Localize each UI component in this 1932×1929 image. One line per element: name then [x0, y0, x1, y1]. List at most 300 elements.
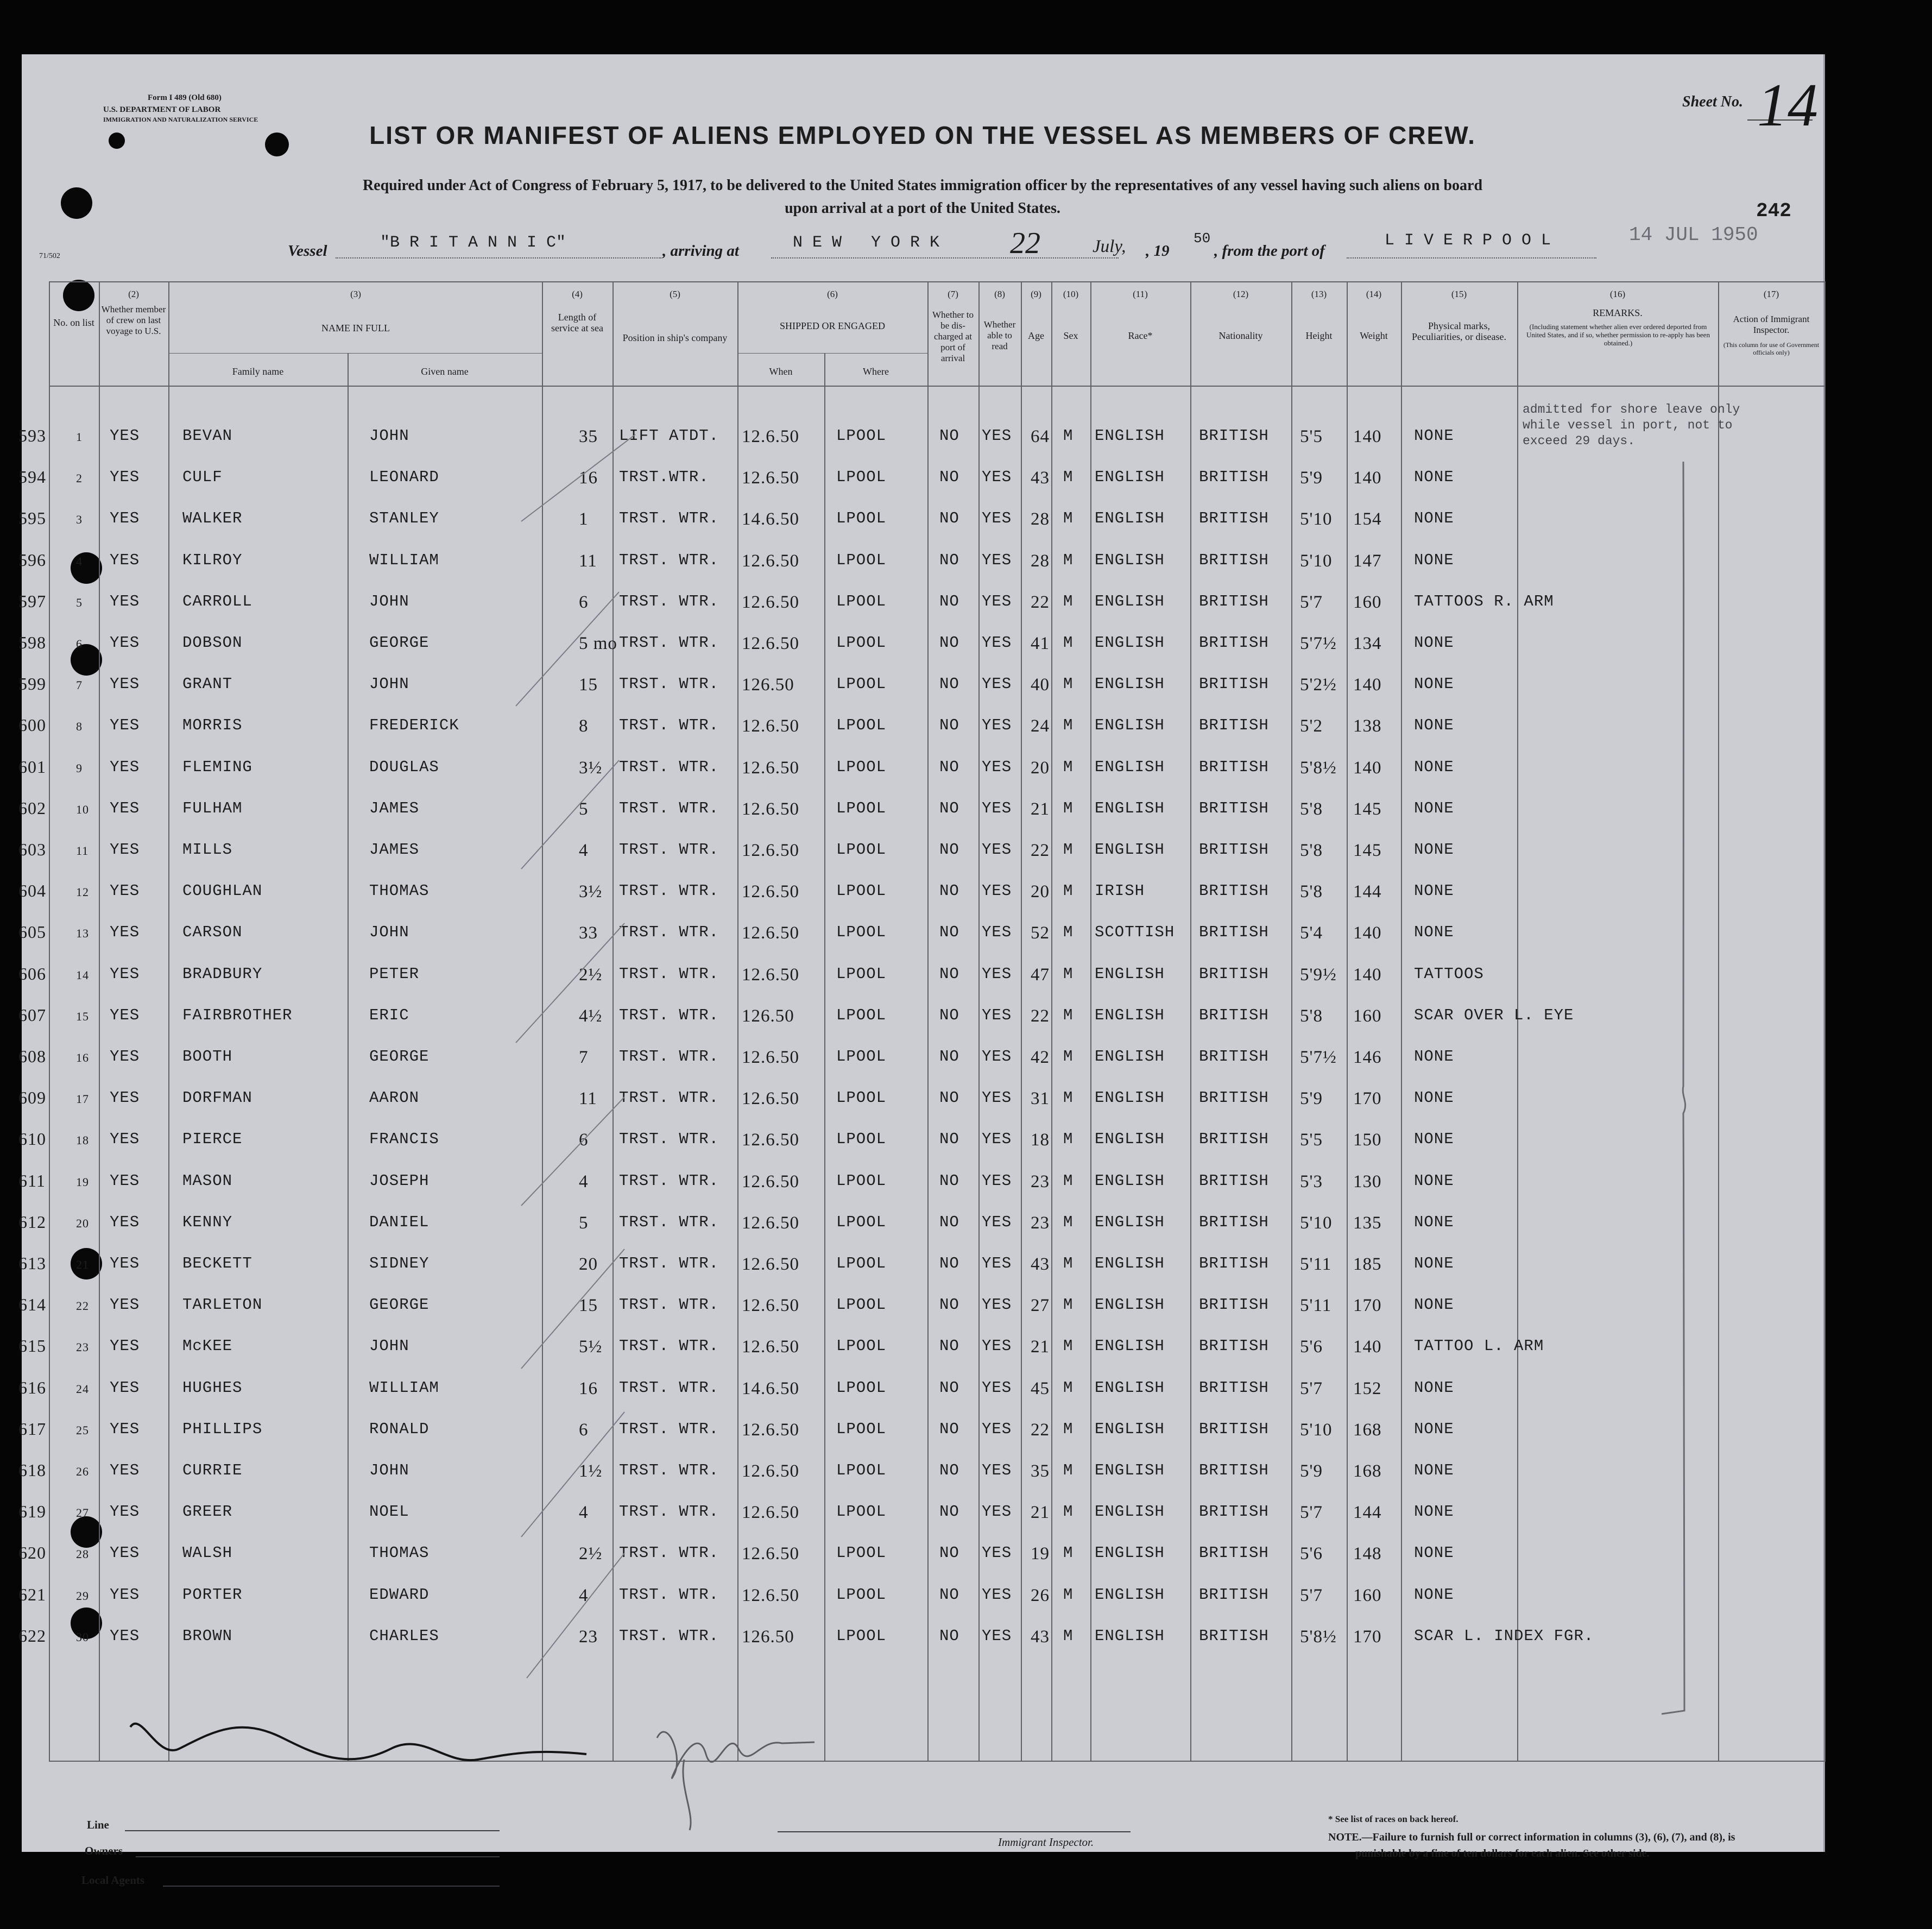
weight: 148	[1353, 1544, 1382, 1564]
family-name: PHILLIPS	[182, 1420, 263, 1438]
height: 5'11	[1300, 1255, 1332, 1274]
table-row	[18, 1045, 1823, 1078]
able-to-read: YES	[982, 1130, 1012, 1148]
service-length: 11	[579, 1089, 597, 1108]
physical-marks: SCAR OVER L. EYE	[1414, 1006, 1574, 1024]
shipped-where: LPOOL	[836, 634, 887, 652]
sex: M	[1063, 1379, 1074, 1397]
service-length: 23	[579, 1627, 598, 1647]
physical-marks: NONE	[1414, 1048, 1454, 1066]
list-number: 29	[76, 1589, 89, 1603]
table-row	[18, 425, 1823, 457]
age: 28	[1031, 551, 1050, 571]
nationality: BRITISH	[1199, 427, 1269, 445]
sex: M	[1063, 468, 1074, 486]
list-number: 17	[76, 1092, 89, 1106]
crew-last-voyage: YES	[110, 923, 140, 941]
age: 43	[1031, 1627, 1050, 1647]
list-reference-number: 604	[18, 881, 46, 900]
list-number: 13	[76, 926, 89, 940]
shipped-where: LPOOL	[836, 716, 887, 734]
service-length: 8	[579, 716, 589, 736]
weight: 168	[1353, 1420, 1382, 1440]
able-to-read: YES	[982, 1544, 1012, 1562]
col-7-header: Whether to be dis-charged at port of arrival	[932, 310, 974, 363]
discharged: NO	[939, 1420, 959, 1438]
list-reference-number: 616	[18, 1378, 46, 1397]
service-length: 2½	[579, 1544, 603, 1564]
age: 21	[1031, 799, 1050, 819]
col-6-where-header: Where	[863, 366, 889, 377]
shipped-where: LPOOL	[836, 799, 887, 817]
list-reference-number: 607	[18, 1005, 46, 1025]
race: ENGLISH	[1095, 1130, 1165, 1148]
col-8-header: Whether able to read	[983, 319, 1016, 351]
col-2-header: Whether member of crew on last voyage to U.S.	[101, 304, 166, 336]
age: 22	[1031, 592, 1050, 612]
list-reference-number: 597	[18, 591, 46, 611]
weight: 144	[1353, 882, 1382, 902]
weight: 170	[1353, 1296, 1382, 1315]
given-name: JOSEPH	[369, 1172, 430, 1190]
sex: M	[1063, 592, 1074, 610]
table-row	[18, 1501, 1823, 1533]
nationality: BRITISH	[1199, 716, 1269, 734]
position: TRST. WTR.	[619, 923, 719, 941]
able-to-read: YES	[982, 1089, 1012, 1107]
height: 5'7½	[1300, 634, 1337, 653]
col-17-number: (17)	[1763, 289, 1779, 299]
able-to-read: YES	[982, 923, 1012, 941]
height: 5'8	[1300, 841, 1323, 860]
crew-last-voyage: YES	[110, 592, 140, 610]
physical-marks: SCAR L. INDEX FGR.	[1414, 1627, 1594, 1645]
family-name: TARLETON	[182, 1296, 263, 1314]
table-row	[18, 963, 1823, 995]
shipped-when: 12.6.50	[742, 1213, 799, 1233]
sex: M	[1063, 1586, 1074, 1604]
nationality: BRITISH	[1199, 1296, 1269, 1314]
col-border	[1824, 281, 1826, 1762]
race: ENGLISH	[1095, 799, 1165, 817]
shipped-where: LPOOL	[836, 1461, 887, 1479]
physical-marks: NONE	[1414, 1172, 1454, 1190]
discharged: NO	[939, 1461, 959, 1479]
service-length: 6	[579, 1130, 589, 1150]
age: 31	[1031, 1089, 1050, 1108]
weight: 140	[1353, 427, 1382, 446]
shipped-when: 12.6.50	[742, 716, 799, 736]
list-number: 23	[76, 1340, 89, 1354]
shipped-where: LPOOL	[836, 427, 887, 445]
stamp-number: 242	[1756, 200, 1791, 222]
discharged: NO	[939, 509, 959, 527]
sex: M	[1063, 799, 1074, 817]
physical-marks: TATTOOS R. ARM	[1414, 592, 1554, 610]
position: TRST. WTR.	[619, 1048, 719, 1066]
race: ENGLISH	[1095, 1255, 1165, 1272]
crew-last-voyage: YES	[110, 882, 140, 900]
given-name: JOHN	[369, 427, 409, 445]
height: 5'8	[1300, 799, 1323, 819]
inspector-label: Immigrant Inspector.	[998, 1836, 1094, 1849]
owners-underline	[136, 1856, 500, 1857]
list-reference-number: 601	[18, 757, 46, 777]
nationality: BRITISH	[1199, 1586, 1269, 1604]
given-name: JAMES	[369, 799, 420, 817]
able-to-read: YES	[982, 841, 1012, 859]
position: TRST. WTR.	[619, 1006, 719, 1024]
nationality: BRITISH	[1199, 1089, 1269, 1107]
family-name: FAIRBROTHER	[182, 1006, 293, 1024]
height: 5'5	[1300, 1130, 1323, 1150]
nationality: BRITISH	[1199, 1461, 1269, 1479]
crew-last-voyage: YES	[110, 1337, 140, 1355]
given-name: AARON	[369, 1089, 420, 1107]
age: 43	[1031, 1255, 1050, 1274]
shipped-where: LPOOL	[836, 551, 887, 569]
family-name: COUGHLAN	[182, 882, 263, 900]
list-number: 1	[76, 430, 83, 444]
list-reference-number: 606	[18, 964, 46, 984]
list-reference-number: 618	[18, 1460, 46, 1480]
position: TRST. WTR.	[619, 1379, 719, 1397]
arriving-label: , arriving at	[662, 242, 739, 260]
list-reference-number: 593	[18, 426, 46, 445]
position: TRST. WTR.	[619, 1296, 719, 1314]
able-to-read: YES	[982, 1296, 1012, 1314]
list-reference-number: 608	[18, 1047, 46, 1066]
sex: M	[1063, 758, 1074, 776]
given-name: LEONARD	[369, 468, 439, 486]
age: 23	[1031, 1172, 1050, 1192]
form-number: Form I 489 (Old 680)	[148, 93, 222, 102]
manifest-title: LIST OR MANIFEST OF ALIENS EMPLOYED ON THE VESSEL AS MEMBERS OF CREW.	[369, 121, 1476, 149]
physical-marks: NONE	[1414, 1130, 1454, 1148]
weight: 152	[1353, 1379, 1382, 1398]
table-row	[18, 1128, 1823, 1161]
weight: 168	[1353, 1461, 1382, 1481]
service: IMMIGRATION AND NATURALIZATION SERVICE	[103, 116, 258, 123]
service-length: 5 mo	[579, 634, 617, 653]
weight: 170	[1353, 1089, 1382, 1108]
subtitle-line-1: Required under Act of Congress of February 5, 1917, to be delivered to the United States immigration officer by the representatives of any vessel having such aliens on board	[362, 177, 1483, 194]
race: ENGLISH	[1095, 1420, 1165, 1438]
race: ENGLISH	[1095, 716, 1165, 734]
crew-last-voyage: YES	[110, 1544, 140, 1562]
discharged: NO	[939, 1130, 959, 1148]
nationality: BRITISH	[1199, 1544, 1269, 1562]
list-number: 25	[76, 1423, 89, 1437]
list-number: 5	[76, 596, 83, 609]
list-reference-number: 609	[18, 1088, 46, 1107]
position: TRST. WTR.	[619, 634, 719, 652]
age: 40	[1031, 675, 1050, 695]
crew-last-voyage: YES	[110, 1006, 140, 1024]
col-17-header: Action of Immigrant Inspector.	[1733, 314, 1810, 335]
given-name: GEORGE	[369, 1048, 430, 1066]
height: 5'10	[1300, 1420, 1333, 1440]
service-length: 2½	[579, 965, 603, 985]
list-number: 19	[76, 1175, 89, 1189]
able-to-read: YES	[982, 1461, 1012, 1479]
height: 5'5	[1300, 427, 1323, 446]
age: 64	[1031, 427, 1050, 446]
shipped-where: LPOOL	[836, 1296, 887, 1314]
race: ENGLISH	[1095, 1172, 1165, 1190]
shipped-where: LPOOL	[836, 965, 887, 983]
given-name: PETER	[369, 965, 420, 983]
position: TRST. WTR.	[619, 1586, 719, 1604]
crew-last-voyage: YES	[110, 758, 140, 776]
col-14-header: Weight	[1360, 330, 1388, 341]
age: 35	[1031, 1461, 1050, 1481]
list-reference-number: 602	[18, 798, 46, 818]
physical-marks: NONE	[1414, 1461, 1454, 1479]
shipped-when: 12.6.50	[742, 427, 799, 446]
weight: 140	[1353, 1337, 1382, 1357]
race: ENGLISH	[1095, 634, 1165, 652]
height: 5'10	[1300, 1213, 1333, 1233]
race: ENGLISH	[1095, 1503, 1165, 1521]
table-row	[18, 632, 1823, 664]
sheet-number: 14	[1757, 72, 1818, 139]
shipped-where: LPOOL	[836, 1006, 887, 1024]
discharged: NO	[939, 1586, 959, 1604]
discharged: NO	[939, 1544, 959, 1562]
crew-last-voyage: YES	[110, 468, 140, 486]
shipped-when: 12.6.50	[742, 1296, 799, 1315]
list-number: 8	[76, 720, 83, 733]
nationality: BRITISH	[1199, 923, 1269, 941]
shipped-where: LPOOL	[836, 1089, 887, 1107]
physical-marks: NONE	[1414, 1296, 1454, 1314]
weight: 140	[1353, 923, 1382, 943]
given-name: THOMAS	[369, 882, 430, 900]
shipped-when: 12.6.50	[742, 799, 799, 819]
position: TRST. WTR.	[619, 592, 719, 610]
col-11-number: (11)	[1133, 289, 1148, 299]
sex: M	[1063, 1337, 1074, 1355]
col-7-number: (7)	[948, 289, 958, 299]
sex: M	[1063, 551, 1074, 569]
race: ENGLISH	[1095, 509, 1165, 527]
col-12-number: (12)	[1233, 289, 1249, 299]
physical-marks: NONE	[1414, 427, 1454, 445]
position: LIFT ATDT.	[619, 427, 719, 445]
discharged: NO	[939, 551, 959, 569]
list-reference-number: 599	[18, 674, 46, 694]
able-to-read: YES	[982, 427, 1012, 445]
able-to-read: YES	[982, 1006, 1012, 1024]
age: 20	[1031, 758, 1050, 778]
sex: M	[1063, 923, 1074, 941]
sex: M	[1063, 509, 1074, 527]
service-length: 15	[579, 675, 598, 695]
table-row	[18, 1377, 1823, 1409]
col-13-number: (13)	[1311, 289, 1327, 299]
list-reference-number: 594	[18, 467, 46, 487]
weight: 130	[1353, 1172, 1382, 1192]
crew-last-voyage: YES	[110, 1296, 140, 1314]
given-name: WILLIAM	[369, 1379, 439, 1397]
weight: 134	[1353, 634, 1382, 653]
age: 22	[1031, 1006, 1050, 1026]
physical-marks: NONE	[1414, 1379, 1454, 1397]
list-number: 14	[76, 968, 89, 982]
col-6-header: SHIPPED OR ENGAGED	[779, 320, 885, 331]
sex: M	[1063, 1213, 1074, 1231]
crew-last-voyage: YES	[110, 551, 140, 569]
col-13-header: Height	[1305, 330, 1333, 341]
physical-marks: NONE	[1414, 468, 1454, 486]
list-reference-number: 612	[18, 1212, 46, 1232]
list-number: 24	[76, 1382, 89, 1396]
shipped-where: LPOOL	[836, 468, 887, 486]
race: ENGLISH	[1095, 841, 1165, 859]
table-row	[18, 839, 1823, 871]
note-line-1: NOTE.—Failure to furnish full or correct information in columns (3), (6), (7), and (8), is	[1328, 1831, 1735, 1843]
position: TRST. WTR.	[619, 1627, 719, 1645]
family-name: MILLS	[182, 841, 233, 859]
service-length: 5½	[579, 1337, 603, 1357]
col-3-given-header: Given name	[421, 366, 469, 377]
position: TRST. WTR.	[619, 799, 719, 817]
nationality: BRITISH	[1199, 1006, 1269, 1024]
race: ENGLISH	[1095, 1379, 1165, 1397]
agents-label: Local Agents	[81, 1874, 145, 1887]
col-17-subheader: (This column for use of Government officials only)	[1723, 341, 1820, 356]
col-3-family-header: Family name	[232, 366, 284, 377]
table-row	[18, 756, 1823, 789]
race: ENGLISH	[1095, 1089, 1165, 1107]
able-to-read: YES	[982, 1337, 1012, 1355]
crew-last-voyage: YES	[110, 1089, 140, 1107]
race: ENGLISH	[1095, 551, 1165, 569]
family-name: CARROLL	[182, 592, 252, 610]
height: 5'8	[1300, 882, 1323, 902]
discharged: NO	[939, 634, 959, 652]
height: 5'8	[1300, 1006, 1323, 1026]
shipped-when: 12.6.50	[742, 1420, 799, 1440]
table-row	[18, 1211, 1823, 1244]
able-to-read: YES	[982, 551, 1012, 569]
age: 43	[1031, 468, 1050, 488]
given-name: JOHN	[369, 675, 409, 693]
sex: M	[1063, 1255, 1074, 1272]
table-row	[18, 466, 1823, 499]
table-row	[18, 507, 1823, 540]
service-length: 16	[579, 468, 598, 488]
table-row	[18, 1087, 1823, 1119]
sex: M	[1063, 1130, 1074, 1148]
shipped-when: 12.6.50	[742, 1089, 799, 1108]
table-row	[18, 590, 1823, 623]
given-name: THOMAS	[369, 1544, 430, 1562]
col-16-header: REMARKS.	[1593, 307, 1643, 318]
table-row	[18, 1459, 1823, 1492]
arrival-month: July,	[1093, 237, 1126, 256]
shipped-when: 12.6.50	[742, 1255, 799, 1274]
nationality: BRITISH	[1199, 965, 1269, 983]
height: 5'6	[1300, 1337, 1323, 1357]
physical-marks: NONE	[1414, 1420, 1454, 1438]
physical-marks: NONE	[1414, 799, 1454, 817]
family-name: HUGHES	[182, 1379, 243, 1397]
family-name: BOOTH	[182, 1048, 233, 1066]
crew-last-voyage: YES	[110, 1172, 140, 1190]
family-name: WALSH	[182, 1544, 233, 1562]
department: U.S. DEPARTMENT OF LABOR	[103, 105, 221, 114]
from-port: L I V E R P O O L	[1385, 231, 1551, 250]
service-check-marks	[510, 380, 641, 1711]
given-name: CHARLES	[369, 1627, 439, 1645]
race: ENGLISH	[1095, 468, 1165, 486]
height: 5'7	[1300, 592, 1323, 612]
nationality: BRITISH	[1199, 799, 1269, 817]
shipped-where: LPOOL	[836, 1379, 887, 1397]
list-reference-number: 622	[18, 1626, 46, 1646]
weight: 160	[1353, 1586, 1382, 1605]
crew-last-voyage: YES	[110, 1627, 140, 1645]
shipped-when: 12.6.50	[742, 634, 799, 653]
age: 45	[1031, 1379, 1050, 1398]
race: ENGLISH	[1095, 592, 1165, 610]
table-row	[18, 1004, 1823, 1037]
side-code: 71/502	[39, 252, 60, 260]
crew-list	[18, 54, 1823, 1852]
physical-marks: TATTOO L. ARM	[1414, 1337, 1544, 1355]
crew-last-voyage: YES	[110, 1255, 140, 1272]
list-number: 15	[76, 1010, 89, 1023]
shipped-where: LPOOL	[836, 1586, 887, 1604]
arrival-port: N E W Y O R K	[793, 234, 940, 252]
race: ENGLISH	[1095, 1337, 1165, 1355]
position: TRST. WTR.	[619, 1089, 719, 1107]
service-length: 4	[579, 1503, 589, 1522]
subtitle-line-2: upon arrival at a port of the United States.	[785, 200, 1060, 217]
discharged: NO	[939, 882, 959, 900]
service-length: 11	[579, 551, 597, 571]
shipped-where: LPOOL	[836, 1544, 887, 1562]
list-number: 4	[76, 554, 83, 568]
crew-last-voyage: YES	[110, 716, 140, 734]
discharged: NO	[939, 1337, 959, 1355]
sex: M	[1063, 675, 1074, 693]
nationality: BRITISH	[1199, 634, 1269, 652]
col-3-header: NAME IN FULL	[321, 323, 390, 333]
race: SCOTTISH	[1095, 923, 1175, 941]
race: ENGLISH	[1095, 1048, 1165, 1066]
nationality: BRITISH	[1199, 758, 1269, 776]
physical-marks: NONE	[1414, 509, 1454, 527]
shipped-when: 12.6.50	[742, 1172, 799, 1192]
physical-marks: NONE	[1414, 1255, 1454, 1272]
able-to-read: YES	[982, 1048, 1012, 1066]
discharged: NO	[939, 758, 959, 776]
height: 5'9	[1300, 1461, 1323, 1481]
sex: M	[1063, 427, 1074, 445]
age: 21	[1031, 1337, 1050, 1357]
col-2-number: (2)	[128, 289, 139, 299]
crew-last-voyage: YES	[110, 841, 140, 859]
arrival-day: 22	[1010, 226, 1040, 260]
sex: M	[1063, 882, 1074, 900]
weight: 138	[1353, 716, 1382, 736]
shipped-where: LPOOL	[836, 592, 887, 610]
list-number: 12	[76, 885, 89, 899]
able-to-read: YES	[982, 1379, 1012, 1397]
